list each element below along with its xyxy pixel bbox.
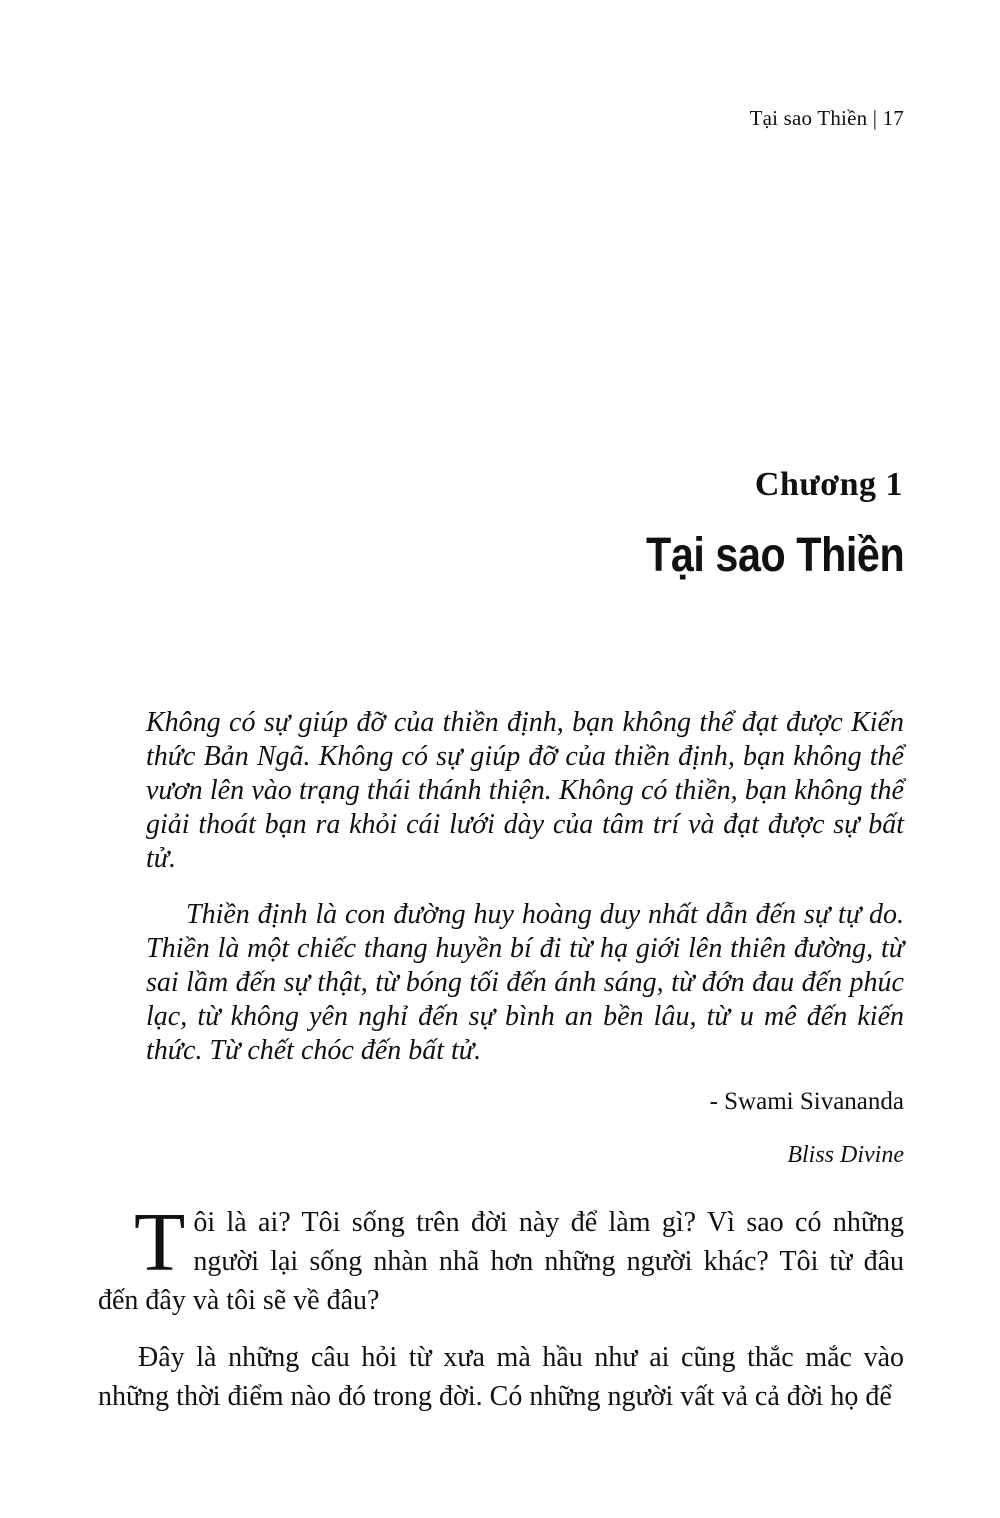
body-paragraph-2: Đây là những câu hỏi từ xưa mà hầu như ai cũng thắc mắc vào những thời điểm nào đó trong đời. Có những người vất vả cả đời họ để (98, 1342, 904, 1412)
epigraph-source: Bliss Divine (787, 1142, 904, 1168)
body-paragraph-1-text: ôi là ai? Tôi sống trên đời này để làm gì? Vì sao có những người lại sống nhàn nhã hơn những người khác? Tôi từ đâu đến đây và tôi sẽ về đâu? (98, 1207, 904, 1316)
epigraph-paragraph-2: Thiền định là con đường huy hoàng duy nhất dẫn đến sự tự do. Thiền là một chiếc thang huyền bí đi từ hạ giới lên thiên đường, từ sai lầm đến sự thật, từ bóng tối đến ánh sáng, từ đớn đau đến phúc lạc, từ không yên nghỉ đến sự bình an bền lâu, từ u mê đến kiến thức. Từ chết chóc đến bất tử. (146, 899, 904, 1066)
body-paragraph-1 (98, 1196, 904, 1320)
drop-cap: T (134, 1196, 186, 1289)
epigraph-paragraph-1: Không có sự giúp đỡ của thiền định, bạn không thể đạt được Kiến thức Bản Ngã. Không có sự giúp đỡ của thiền định, bạn không thể vươn lên vào trạng thái thánh thiện. Không có thiền, bạn không thể giải thoát bạn ra khỏi cái lưới dày của tâm trí và đạt được sự bất tử. (146, 707, 904, 874)
chapter-label: Chương 1 (754, 466, 903, 503)
chapter-title: Tại sao Thiền (645, 529, 904, 582)
running-header: Tại sao Thiền | 17 (749, 106, 904, 130)
epigraph-attribution: - Swami Sivananda (709, 1088, 904, 1115)
